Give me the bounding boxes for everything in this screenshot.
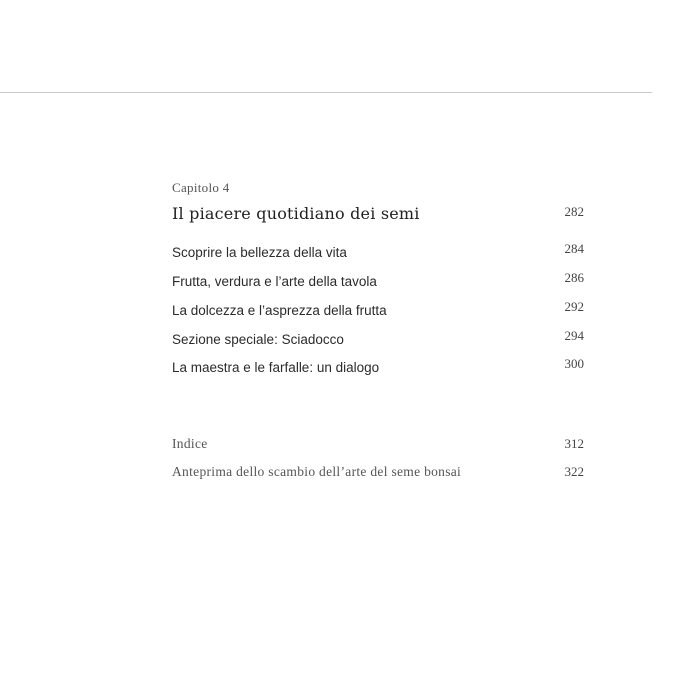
toc-entry-title: La maestra e le farfalle: un dialogo — [172, 360, 380, 375]
toc-entry-page: 322 — [564, 464, 584, 479]
header-divider — [0, 92, 652, 93]
chapter-label-row — [172, 172, 584, 196]
toc-entry-page: 286 — [564, 270, 584, 285]
toc-entry-title: Scoprire la bellezza della vita — [172, 245, 347, 260]
toc-entry-page: 300 — [564, 356, 584, 371]
toc-entry-page: 292 — [564, 299, 584, 314]
toc-entry[interactable] — [172, 323, 584, 347]
chapter-title-row[interactable] — [172, 199, 584, 223]
toc-entry[interactable] — [172, 294, 584, 318]
chapter-page-number: 282 — [564, 204, 584, 219]
toc-entry[interactable] — [172, 351, 584, 375]
toc-entry-title: Indice — [172, 436, 208, 451]
toc-entry-title: Frutta, verdura e l’arte della tavola — [172, 274, 377, 289]
toc-entry-page: 284 — [564, 241, 584, 256]
toc-entry-title: La dolcezza e l’asprezza della frutta — [172, 303, 387, 318]
chapter-title: Il piacere quotidiano dei semi — [172, 204, 420, 223]
toc-back-matter-entry[interactable] — [172, 456, 584, 480]
toc-entry-page: 294 — [564, 328, 584, 343]
toc-entry[interactable] — [172, 236, 584, 260]
toc-entry-title: Anteprima dello scambio dell’arte del seme bonsai — [172, 464, 462, 479]
chapter-label: Capitolo 4 — [172, 180, 230, 195]
toc-entry[interactable] — [172, 265, 584, 289]
toc-back-matter-entry[interactable] — [172, 428, 584, 452]
toc-entry-page: 312 — [564, 436, 584, 451]
toc-entry-title: Sezione speciale: Sciadocco — [172, 332, 344, 347]
